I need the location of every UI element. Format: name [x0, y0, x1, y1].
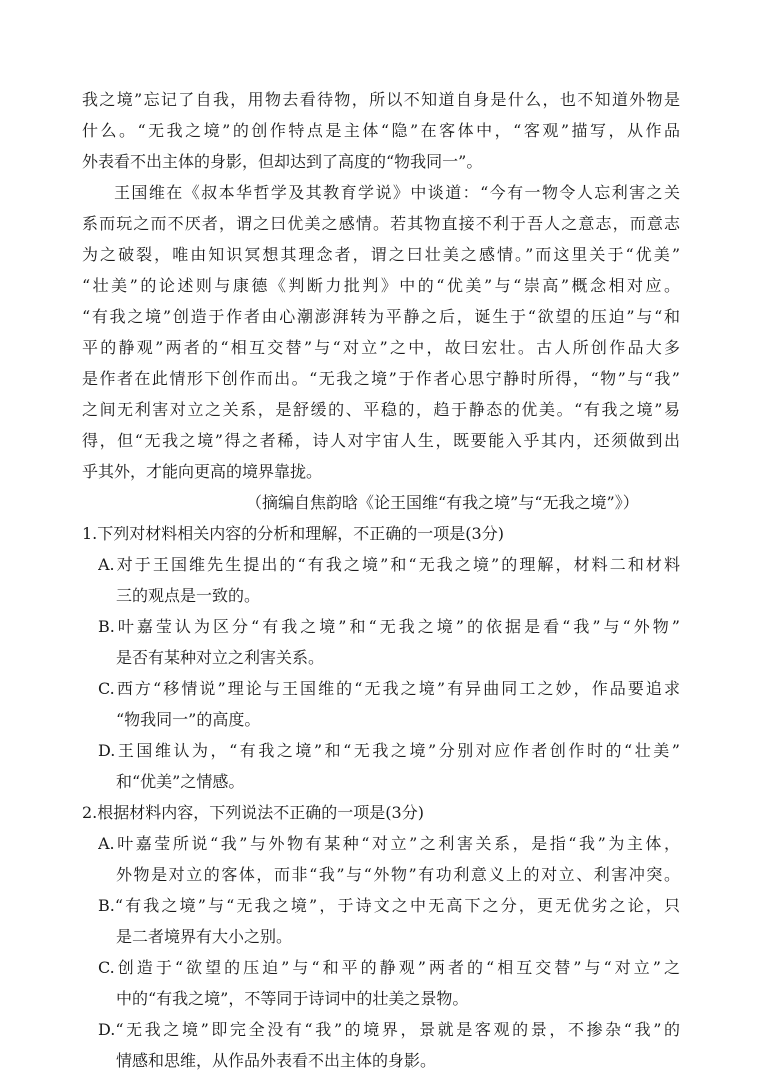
option-a-cont: 三的观点是一致的。	[116, 586, 261, 605]
option-a: A.对于王国维先生提出的“有我之境”和“无我之境”的理解，材料二和材料	[98, 555, 680, 574]
option-a-cont: 外物是对立的客体，而非“我”与“外物”有功利意义上的对立、利害冲突。	[116, 865, 680, 884]
passage-line: 什么。“无我之境”的创作特点是主体“隐”在客体中，“客观”描写，从作品	[82, 121, 680, 140]
option-d-cont: 和“优美”之情感。	[116, 772, 245, 791]
passage-line: 外表看不出主体的身影，但却达到了高度的“物我同一”。	[82, 152, 483, 171]
question-stem: 1.下列对材料相关内容的分析和理解，不正确的一项是(3分)	[82, 524, 504, 543]
question-stem: 2.根据材料内容，下列说法不正确的一项是(3分)	[82, 803, 424, 822]
passage-line: 乎其外，才能向更高的境界靠拢。	[82, 462, 323, 481]
option-b: B.叶嘉莹认为区分“有我之境”和“无我之境”的依据是看“我”与“外物”	[98, 617, 680, 636]
passage-line: 得，但“无我之境”得之者稀，诗人对宇宙人生，既要能入乎其内，还须做到出	[82, 431, 680, 450]
passage-line: 王国维在《叔本华哲学及其教育学说》中谈道：“今有一物令人忘利害之关	[114, 183, 680, 202]
option-c-cont: 中的“有我之境”，不等同于诗词中的壮美之景物。	[116, 989, 469, 1008]
passage-line: 我之境”忘记了自我，用物去看待物，所以不知道自身是什么，也不知道外物是	[82, 90, 680, 109]
option-b: B.“有我之境”与“无我之境”，于诗文之中无高下之分，更无优劣之论，只	[98, 896, 680, 915]
passage-line: 之间无利害对立之关系，是舒缓的、平稳的，趋于静态的优美。“有我之境”易	[82, 400, 680, 419]
passage-line: 是作者在此情形下创作而出。“无我之境”于作者心思宁静时所得，“物”与“我”	[82, 369, 680, 388]
passage-line: 平的静观”两者的“相互交替”与“对立”之中，故曰宏壮。古人所创作品大多	[82, 338, 680, 357]
passage-line: 为之破裂，唯由知识冥想其理念者，谓之曰壮美之感情。”而这里关于“优美”	[82, 245, 680, 264]
option-c-cont: “物我同一”的高度。	[116, 710, 261, 729]
option-d-cont: 情感和思维，从作品外表看不出主体的身影。	[116, 1051, 437, 1070]
option-c: C.创造于“欲望的压迫”与“和平的静观”两者的“相互交替”与“对立”之	[98, 958, 680, 977]
option-b-cont: 是否有某种对立之利害关系。	[116, 648, 325, 667]
option-b-cont: 是二者境界有大小之别。	[116, 927, 293, 946]
option-d: D.“无我之境”即完全没有“我”的境界，景就是客观的景，不掺杂“我”的	[98, 1020, 680, 1039]
option-d: D.王国维认为，“有我之境”和“无我之境”分别对应作者创作时的“壮美”	[98, 741, 680, 760]
source-citation: （摘编自焦韵晗《论王国维“有我之境”与“无我之境”》）	[246, 493, 639, 512]
option-a: A.叶嘉莹所说“我”与外物有某种“对立”之利害关系，是指“我”为主体，	[98, 834, 680, 853]
passage-line: 系而玩之而不厌者，谓之曰优美之感情。若其物直接不利于吾人之意志，而意志	[82, 214, 680, 233]
passage-line: “壮美”的论述则与康德《判断力批判》中的“优美”与“崇高”概念相对应。	[82, 276, 680, 295]
option-c: C.西方“移情说”理论与王国维的“无我之境”有异曲同工之妙，作品要追求	[98, 679, 680, 698]
passage-line: “有我之境”创造于作者由心潮澎湃转为平静之后，诞生于“欲望的压迫”与“和	[82, 307, 680, 326]
